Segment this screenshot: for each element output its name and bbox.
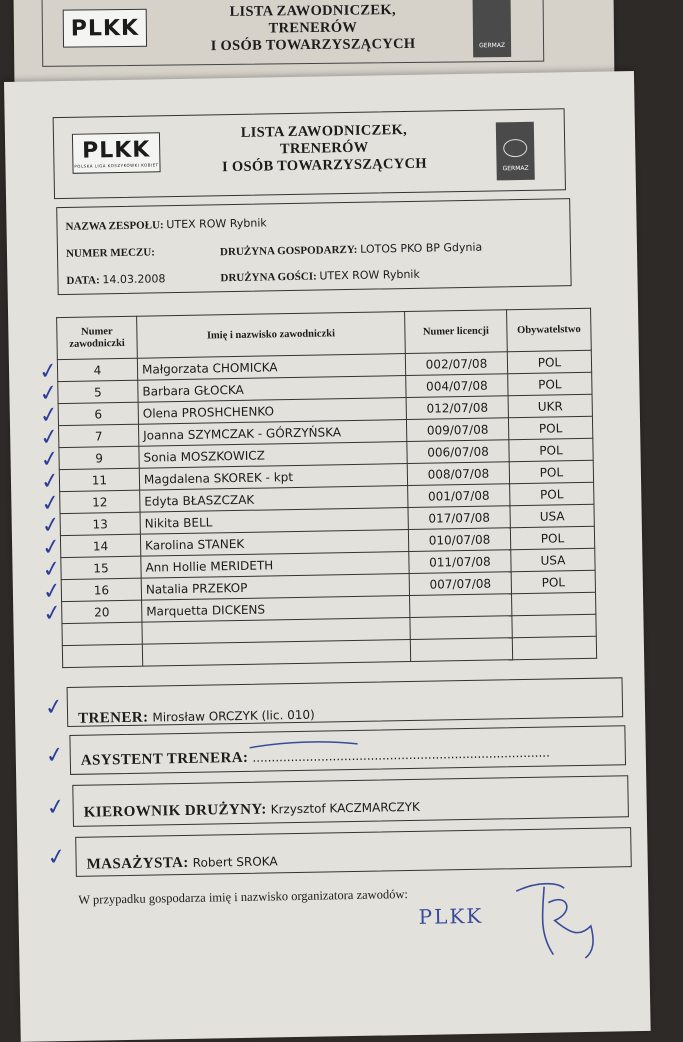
nationality: POL	[511, 570, 595, 593]
checkmark-icon: ✓	[39, 489, 62, 518]
player-number: 5	[58, 380, 138, 403]
nationality	[512, 592, 596, 615]
title-back	[193, 2, 434, 56]
player-name: Barbara GŁOCKA	[138, 376, 406, 403]
sponsor-logo-back	[473, 0, 512, 57]
plkk-logo	[72, 132, 161, 174]
player-name: Olena PROSHCHENKO	[138, 398, 406, 425]
player-number	[62, 644, 142, 667]
nationality: POL	[509, 460, 593, 483]
license-number: 010/07/08	[408, 528, 510, 552]
checkmark-icon: ✓	[38, 423, 61, 452]
player-number: 13	[60, 512, 140, 535]
ford-oval-icon	[503, 139, 527, 157]
player-number	[62, 622, 142, 645]
player-name: Karolina STANEK	[140, 530, 408, 557]
player-name	[142, 639, 410, 666]
sponsor-text: GERMAZ	[479, 41, 506, 50]
header-number: Numer zawodniczki	[57, 316, 138, 359]
checkmark-icon: ✓	[39, 511, 63, 540]
nationality: POL	[508, 372, 592, 395]
sponsor-logo	[496, 122, 535, 181]
license-number: 002/07/08	[405, 352, 507, 376]
guest-team-row	[220, 268, 420, 284]
player-number: 7	[59, 424, 139, 447]
checkmark-icon: ✓	[43, 693, 66, 722]
checkmark-icon: ✓	[41, 599, 64, 628]
coach-label: TRENER:	[77, 709, 149, 727]
logo-text: PLKK	[81, 137, 151, 164]
date-row	[66, 272, 165, 287]
nationality: POL	[507, 350, 591, 373]
assistant-scribble	[245, 736, 365, 754]
masseur-box	[75, 827, 632, 877]
player-number: 15	[61, 556, 141, 579]
coach-box	[67, 677, 624, 727]
nationality: POL	[510, 526, 594, 549]
checkmark-icon: ✓	[37, 379, 60, 408]
player-number: 14	[60, 534, 140, 557]
checkmark-icon: ✓	[38, 445, 61, 474]
license-number	[410, 616, 512, 640]
coach-value: Mirosław ORCZYK (lic. 010)	[152, 707, 315, 725]
roster-table	[56, 308, 597, 668]
team-name-value: UTEX ROW Rybnik	[166, 216, 267, 232]
license-number: 012/07/08	[406, 396, 508, 420]
team-roster-sheet	[4, 71, 651, 1042]
checkmark-icon: ✓	[40, 533, 63, 562]
logo-text: PLKK	[70, 15, 140, 42]
team-name-row	[65, 216, 266, 233]
license-number: 007/07/08	[409, 572, 511, 596]
coach-row	[78, 706, 315, 728]
match-info-box	[56, 198, 571, 295]
checkmark-icon: ✓	[39, 467, 62, 496]
header-name: Imię i nazwisko zawodniczki	[137, 312, 406, 359]
masseur-label: MASAŻYSTA:	[86, 854, 189, 873]
assistant-coach-dots: ..............................................................................	[252, 745, 550, 765]
player-number: 12	[60, 490, 140, 513]
player-number: 20	[62, 600, 142, 623]
title-line: LISTA ZAWODNICZEK,	[229, 2, 396, 20]
player-name: Małgorzata CHOMICKA	[137, 354, 405, 381]
license-number: 009/07/08	[406, 418, 508, 442]
license-number	[410, 638, 512, 662]
player-name: Sonia MOSZKOWICZ	[139, 442, 407, 469]
player-name: Natalia PRZEKOP	[141, 574, 409, 601]
assistant-coach-label: ASYSTENT TRENERA:	[80, 749, 249, 769]
license-number: 017/07/08	[408, 506, 510, 530]
checkmark-icon: ✓	[43, 741, 67, 770]
nationality	[512, 636, 596, 659]
team-manager-value: Krzysztof KACZMARCZYK	[270, 799, 420, 817]
nationality	[512, 614, 596, 637]
background-sheet-header	[42, 0, 545, 67]
player-number: 4	[57, 358, 137, 381]
page-title	[204, 121, 445, 176]
host-team-label: DRUŻYNA GOSPODARZY:	[219, 243, 358, 259]
license-number: 001/07/08	[408, 484, 510, 508]
masseur-row	[87, 852, 278, 873]
signature	[508, 871, 620, 963]
checkmark-icon: ✓	[40, 555, 63, 584]
nationality: UKR	[508, 394, 592, 417]
player-name: Edyta BŁASZCZAK	[140, 486, 408, 513]
player-name: Marquetta DICKENS	[142, 596, 410, 623]
player-number: 11	[59, 468, 139, 491]
license-number	[410, 594, 512, 618]
team-manager-row	[84, 798, 420, 822]
player-name: Magdalena SKOREK - kpt	[139, 464, 407, 491]
license-number: 008/07/08	[407, 462, 509, 486]
plkk-logo-back	[63, 9, 147, 48]
nationality: USA	[510, 504, 594, 527]
player-number: 6	[58, 402, 138, 425]
license-number: 006/07/08	[407, 440, 509, 464]
title-line: LISTA ZAWODNICZEK,	[240, 121, 408, 141]
title-line: TRENERÓW	[279, 139, 369, 158]
date-label: DATA:	[66, 274, 100, 287]
nationality: POL	[510, 482, 594, 505]
guest-team-value: UTEX ROW Rybnik	[319, 267, 420, 283]
title-line: I OSÓB TOWARZYSZĄCYCH	[210, 35, 416, 55]
checkmark-icon: ✓	[41, 577, 64, 606]
header-nationality: Obywatelstwo	[507, 308, 592, 351]
header-license: Numer licencji	[405, 310, 508, 354]
player-name: Joanna SZYMCZAK - GÓRZYŃSKA	[138, 420, 406, 447]
handwritten-organizer: PLKK	[418, 903, 484, 929]
player-number: 16	[61, 578, 141, 601]
nationality: POL	[508, 416, 592, 439]
scribble-stroke	[250, 741, 358, 748]
team-manager-label: KIEROWNIK DRUŻYNY:	[83, 801, 267, 821]
date-value: 14.03.2008	[102, 272, 166, 287]
match-number-row	[66, 246, 155, 260]
logo-subtitle: POLSKA LIGA KOSZYKÓWKI KOBIET	[74, 162, 159, 169]
team-name-label: NAZWA ZESPOŁU:	[65, 219, 164, 233]
title-line: I OSÓB TOWARZYSZĄCYCH	[221, 155, 428, 176]
team-manager-box	[72, 775, 629, 827]
signature-stroke	[516, 883, 593, 959]
nationality: POL	[509, 438, 593, 461]
masseur-value: Robert SROKA	[192, 854, 278, 870]
guest-team-label: DRUŻYNA GOŚCI:	[220, 270, 317, 285]
title-line: TRENERÓW	[268, 19, 358, 37]
license-number: 004/07/08	[406, 374, 508, 398]
checkmark-icon: ✓	[45, 843, 68, 872]
organizer-note: W przypadku gospodarza imię i nazwisko organizatora zawodów:	[78, 887, 408, 907]
player-number: 9	[59, 446, 139, 469]
license-number: 011/07/08	[409, 550, 511, 574]
match-number-label: NUMER MECZU:	[65, 246, 156, 260]
nationality: USA	[511, 548, 595, 571]
checkmark-icon: ✓	[37, 401, 61, 430]
player-name: Nikita BELL	[140, 508, 408, 535]
checkmark-icon: ✓	[37, 357, 60, 386]
header-box	[53, 108, 566, 199]
host-team-value: LOTOS PKO BP Gdynia	[360, 240, 483, 256]
checkmark-icon: ✓	[44, 793, 67, 822]
player-name: Ann Hollie MERIDETH	[141, 552, 409, 579]
sponsor-text: GERMAZ	[502, 164, 529, 173]
host-team-row	[220, 241, 482, 259]
